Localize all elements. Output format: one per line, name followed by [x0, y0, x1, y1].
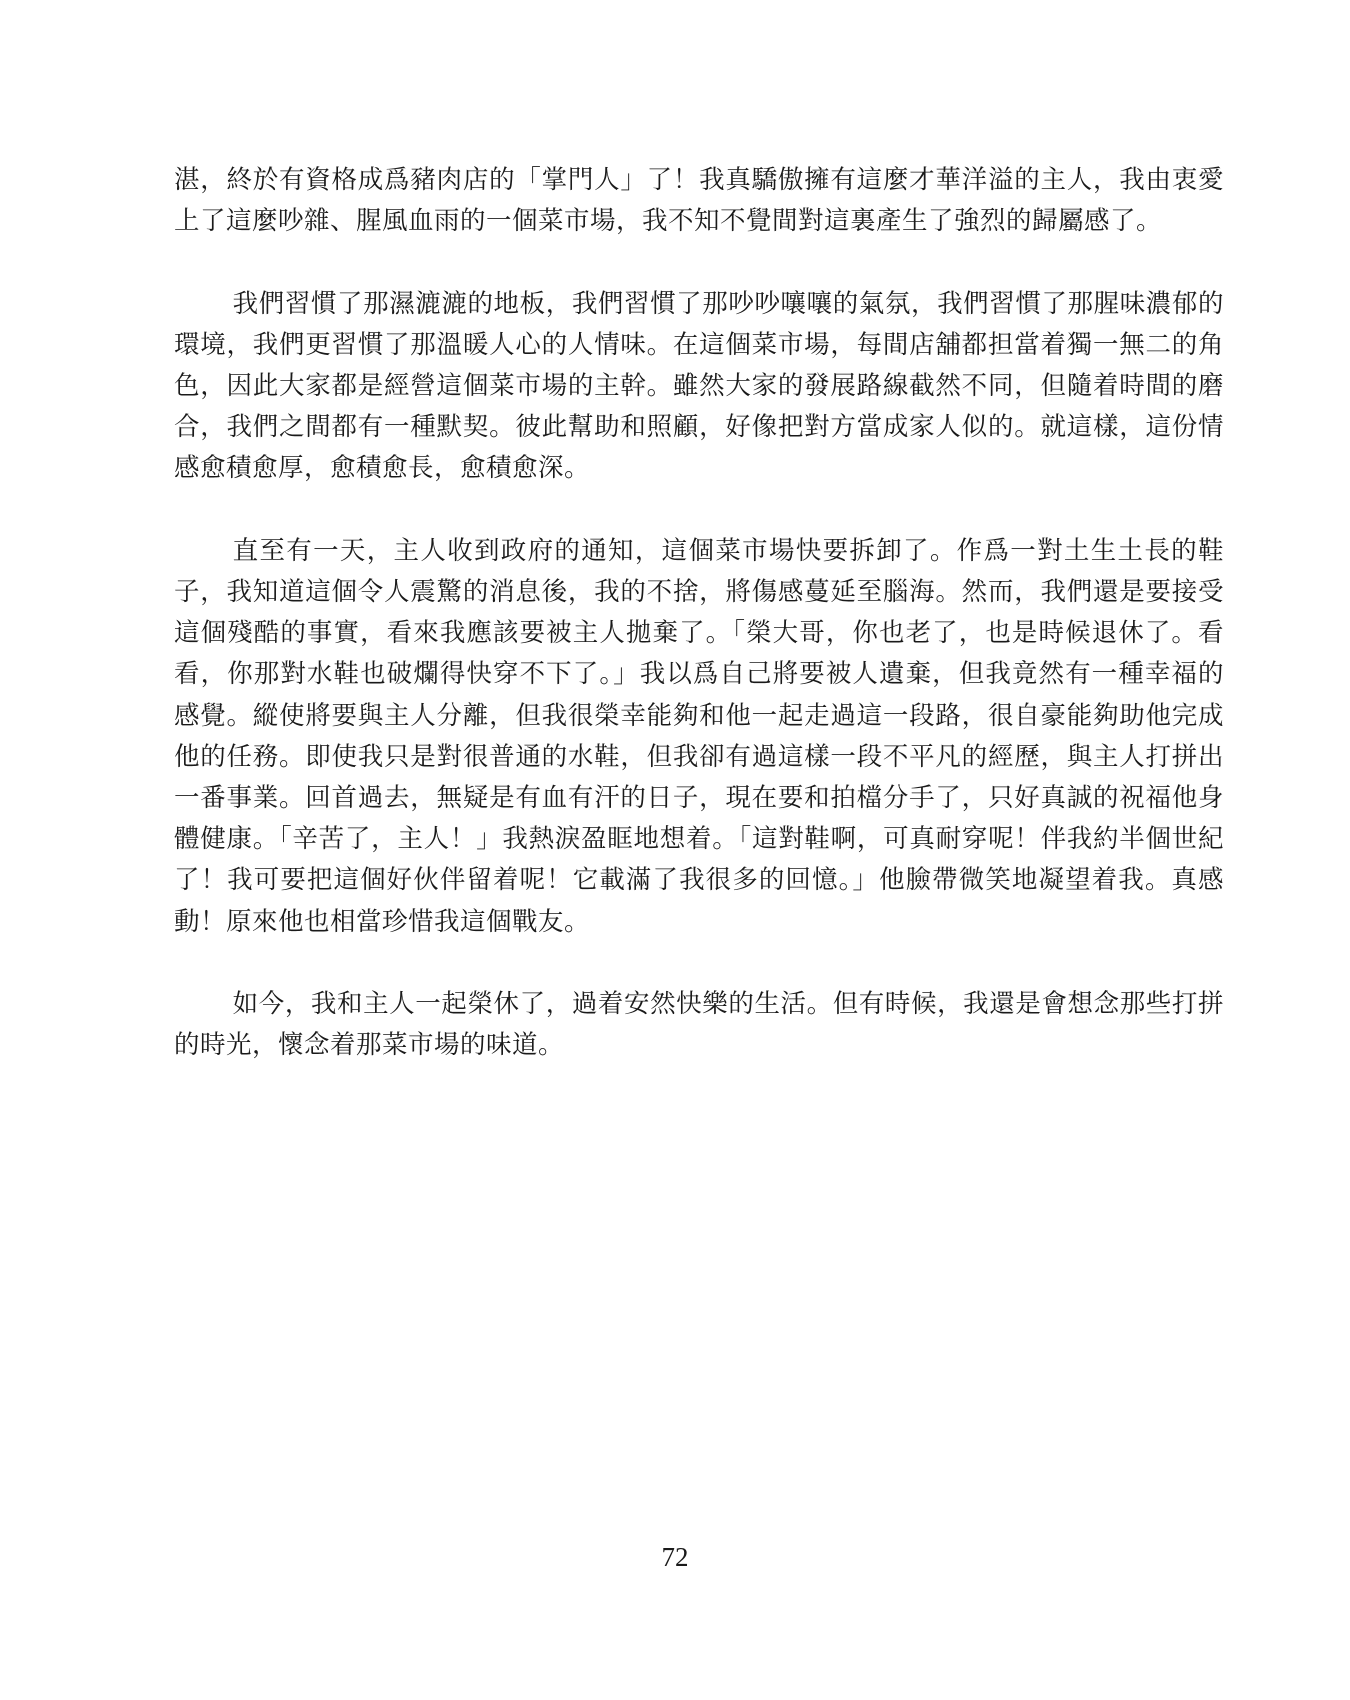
body-text: [174, 160, 1224, 1108]
paragraph-continued: 湛，終於有資格成爲豬肉店的「掌門人」了！我真驕傲擁有這麼才華洋溢的主人，我由衷愛上了這麼吵雜、腥風血雨的一個菜市場，我不知不覺間對這裏產生了強烈的歸屬感了。: [174, 165, 1224, 237]
paragraph: 如今，我和主人一起榮休了，過着安然快樂的生活。但有時候，我還是會想念那些打拼的時光，懷念着那菜市場的味道。: [174, 989, 1224, 1061]
page-number: 72: [661, 1542, 689, 1572]
paragraph: 直至有一天，主人收到政府的通知，這個菜市場快要拆卸了。作爲一對土生土長的鞋子，我知道這個令人震驚的消息後，我的不捨，將傷感蔓延至腦海。然而，我們還是要接受這個殘酷的事實，看來我應該要被主人拋棄了。「榮大哥，你也老了，也是時候退休了。看看，你那對水鞋也破爛得快穿不下了。」我以爲自己將要被人遺棄，但我竟然有一種幸福的感覺。縱使將要與主人分離，但我很榮幸能夠和他一起走過這一段路，很自豪能夠助他完成他的任務。即使我只是對很普通的水鞋，但我卻有過這樣一段不平凡的經歷，與主人打拼出一番事業。回首過去，無疑是有血有汗的日子，現在要和拍檔分手了，只好真誠的祝福他身體健康。「辛苦了，主人！」我熱淚盈眶地想着。「這對鞋啊，可真耐穿呢！伴我約半個世紀了！我可要把這個好伙伴留着呢！它載滿了我很多的回憶。」他臉帶微笑地凝望着我。真感動！原來他也相當珍惜我這個戰友。: [174, 535, 1224, 937]
paragraph: 我們習慣了那濕漉漉的地板，我們習慣了那吵吵嚷嚷的氣氛，我們習慣了那腥味濃郁的環境，我們更習慣了那溫暖人心的人情味。在這個菜市場，每間店舖都担當着獨一無二的角色，因此大家都是經營這個菜市場的主幹。雖然大家的發展路線截然不同，但隨着時間的磨合，我們之間都有一種默契。彼此幫助和照顧，好像把對方當成家人似的。就這樣，這份情感愈積愈厚，愈積愈長，愈積愈深。: [174, 288, 1224, 484]
